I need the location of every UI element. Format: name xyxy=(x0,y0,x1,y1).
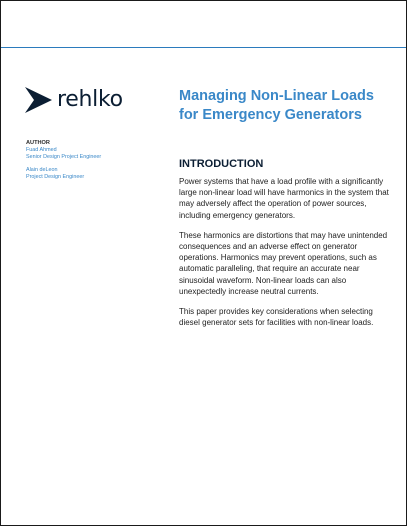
author-heading: AUTHOR xyxy=(26,140,50,146)
brand-wordmark: rehlko xyxy=(57,87,123,112)
document-title xyxy=(179,87,394,125)
rehlko-arrow-mark-icon xyxy=(25,87,52,113)
author-role: Project Design Engineer xyxy=(26,174,85,180)
author-name: Fuad Ahmed xyxy=(26,147,57,153)
section-heading-introduction: INTRODUCTION xyxy=(179,158,264,170)
author-role: Senior Design Project Engineer xyxy=(26,154,102,160)
paragraph: These harmonics are distortions that may have unintended consequences and an adverse effect on generator operations. Harmonics may prevent operations, such as automatic paralleling, that require an accurate near sinusoidal waveform. Non-linear loads can also unexpectedly increase neutral currents. xyxy=(179,230,388,296)
title-line-1: Managing Non-Linear Loads xyxy=(179,88,374,104)
author-section xyxy=(26,140,166,181)
author-block xyxy=(26,147,166,161)
author-block xyxy=(26,167,166,181)
paragraph: This paper provides key considerations when selecting diesel generator sets for facilities with non-linear loads. xyxy=(179,307,374,328)
brand-logo xyxy=(25,87,123,113)
title-line-2: for Emergency Generators xyxy=(179,107,362,123)
top-rule xyxy=(1,47,406,48)
author-name: Alain deLeon xyxy=(26,167,58,173)
introduction-body xyxy=(179,176,389,337)
paragraph: Power systems that have a load profile with a significantly large non-linear load will have harmonics in the system that may adversely affect the operation of power sources, including emergency generators. xyxy=(179,177,389,220)
